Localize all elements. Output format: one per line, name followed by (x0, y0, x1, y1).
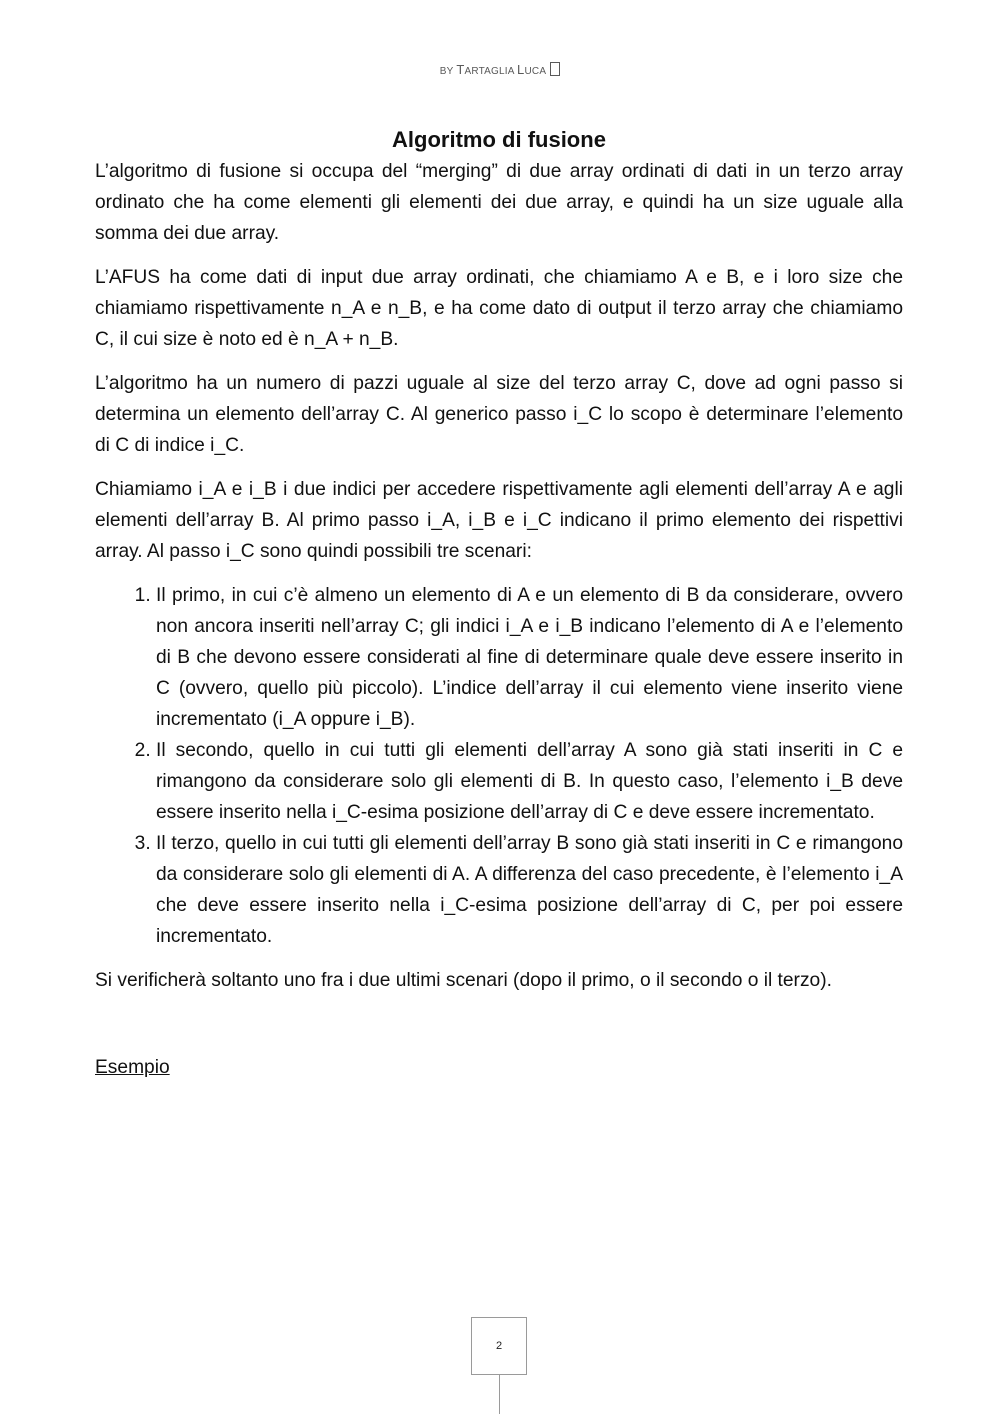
header-author-last-rest: UCA (524, 66, 547, 77)
page-number-connector-line (499, 1375, 500, 1414)
paragraph-intro: L’algoritmo di fusione si occupa del “merging” di due array ordinati di dati in un terzo array ordinato che ha come elementi gli elementi dei due array, e quindi ha un size uguale alla somma dei due array. (95, 161, 903, 244)
missing-glyph-icon (550, 62, 560, 76)
scenario-item-2: 2. Il secondo, quello in cui tutti gli elementi dell’array A sono già stati inseriti in C e rimangono da considerare solo gli elementi di B. In questo caso, l’elemento i_B deve essere inserito nella i_C-esima posizione dell’array di C e deve essere incrementato. (156, 735, 903, 828)
paragraph-afus-inputs: L’AFUS ha come dati di input due array ordinati, che chiamiamo A e B, e i loro size che chiamiamo rispettivamente n_A e n_B, e ha come dato di output il terzo array che chiamiamo C, il cui size è noto ed è n_A + n_B. (95, 267, 903, 350)
paragraph-closing: Si verificherà soltanto uno fra i due ultimi scenari (dopo il primo, o il secondo o il terzo). (95, 970, 832, 991)
header-author-first-rest: ARTAGLIA (464, 66, 518, 77)
page-number-box (471, 1317, 527, 1375)
scenario-item-1: 1. Il primo, in cui c’è almeno un elemento di A e un elemento di B da considerare, ovvero non ancora inseriti nell’array C; gli indici i_A e i_B indicano l’elemento di A e l’elemento di B che devono essere considerati al fine di determinare quale deve essere inserito in C (ovvero, quello più piccolo). L’indice dell’array il cui elemento viene inserito viene incrementato (i_A oppure i_B). (156, 580, 903, 735)
scenario-list (95, 580, 903, 952)
header-author-first-initial: T (456, 62, 465, 77)
header-prefix: BY (439, 66, 457, 77)
header-author-last-initial: L (517, 62, 525, 77)
paragraph-algorithm-steps: L’algoritmo ha un numero di pazzi uguale al size del terzo array C, dove ad ogni passo si determina un elemento dell’array C. Al generico passo i_C lo scopo è determinare l’elemento di C di indice i_C. (95, 373, 903, 456)
paragraph-indices: Chiamiamo i_A e i_B i due indici per accedere rispettivamente agli elementi dell’array A e agli elementi dell’array B. Al primo passo i_A, i_B e i_C indicano il primo elemento dei rispettivi array. Al passo i_C sono quindi possibili tre scenari: (95, 479, 903, 562)
page-number: 2 (495, 1340, 503, 1352)
example-heading: Esempio (95, 1057, 170, 1078)
page-title: Algoritmo di fusione (392, 127, 606, 152)
document-body (95, 124, 903, 1083)
page-header (0, 62, 1000, 77)
scenario-item-3: 3. Il terzo, quello in cui tutti gli elementi dell’array B sono già stati inseriti in C e rimangono da considerare solo gli elementi di A. A differenza del caso precedente, è l’elemento i_A che deve essere inserito nella i_C-esima posizione dell’array di C, per poi essere incrementato. (156, 828, 903, 952)
